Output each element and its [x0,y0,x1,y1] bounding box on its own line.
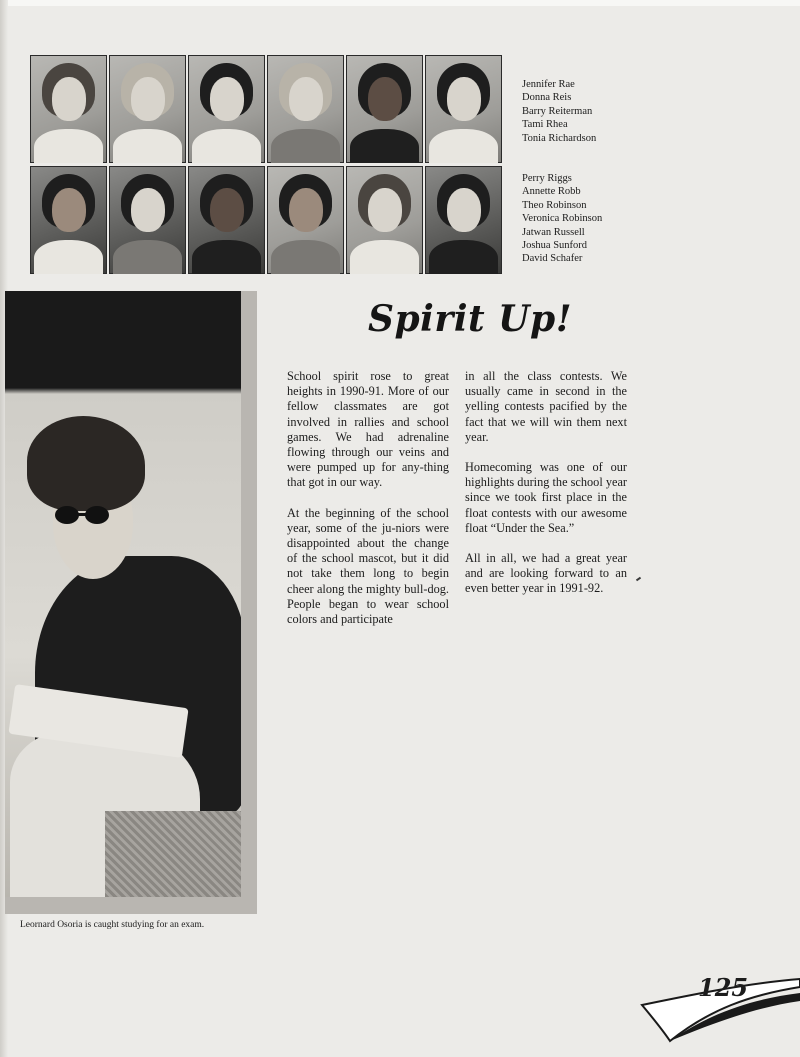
portrait-photo [267,55,344,163]
student-name: Annette Robb [522,186,581,198]
article-heading: Spirit Up! [368,298,573,340]
student-name: Donna Reis [522,92,572,104]
portrait-photo [109,166,186,274]
article-paragraph: Homecoming was one of our highlights during the school year since we took first place in the float contests with our awesome float “Under the Sea.” [465,460,627,535]
student-name: Perry Riggs [522,173,572,184]
portrait-names-row-1 [522,78,596,145]
portrait-photo [30,166,107,274]
student-studying-photo [5,291,241,897]
article-paragraph: School spirit rose to great heights in 1990-91. More of our fellow classmates are got involved in rallies and school games. We had adrenaline flowing through our veins and were pumped up for any-thing that got in our way. [287,369,449,490]
student-name: Theo Robinson [522,199,587,211]
student-name: Tami Rhea [522,119,568,131]
student-name: Jatwan Russell [522,226,585,238]
portrait-grid [30,55,506,277]
article-paragraph: At the beginning of the school year, some of the ju-niors were disappointed about the change of the school mascot, but it did not take them long to begin cheer along the mighty bull-dog. People began to wear school colors and participate [287,505,449,627]
article-paragraph: All in all, we had a great year and are looking forward to an even better year in 1991-92. [465,551,627,596]
article-paragraph: in all the class contests. We usually came in second in the yelling contests pacified by the fact that we will win them next year. [465,369,627,444]
student-name: Joshua Sunford [522,240,588,252]
portrait-row-2 [30,166,506,274]
portrait-photo [425,166,502,274]
print-speck [636,577,641,582]
article-column-1 [287,369,449,642]
portrait-photo [188,55,265,163]
student-name: Jennifer Rae [522,79,575,90]
student-name: David Schafer [522,253,583,265]
portrait-photo [30,55,107,163]
portrait-photo [188,166,265,274]
student-name: Veronica Robinson [522,213,603,225]
photo-caption: Leornard Osoria is caught studying for an exam. [20,920,205,930]
portrait-names-row-2 [522,172,602,266]
page-number-badge [640,965,800,1045]
portrait-photo [425,55,502,163]
student-name: Barry Reiterman [522,105,593,117]
page-top-edge [0,0,800,6]
article-column-2 [465,369,627,612]
portrait-photo [346,55,423,163]
portrait-photo [109,55,186,163]
page-number: 125 [698,973,749,1002]
portrait-row-1 [30,55,506,163]
portrait-photo [346,166,423,274]
portrait-photo [267,166,344,274]
student-name: Tonia Richardson [522,132,597,144]
